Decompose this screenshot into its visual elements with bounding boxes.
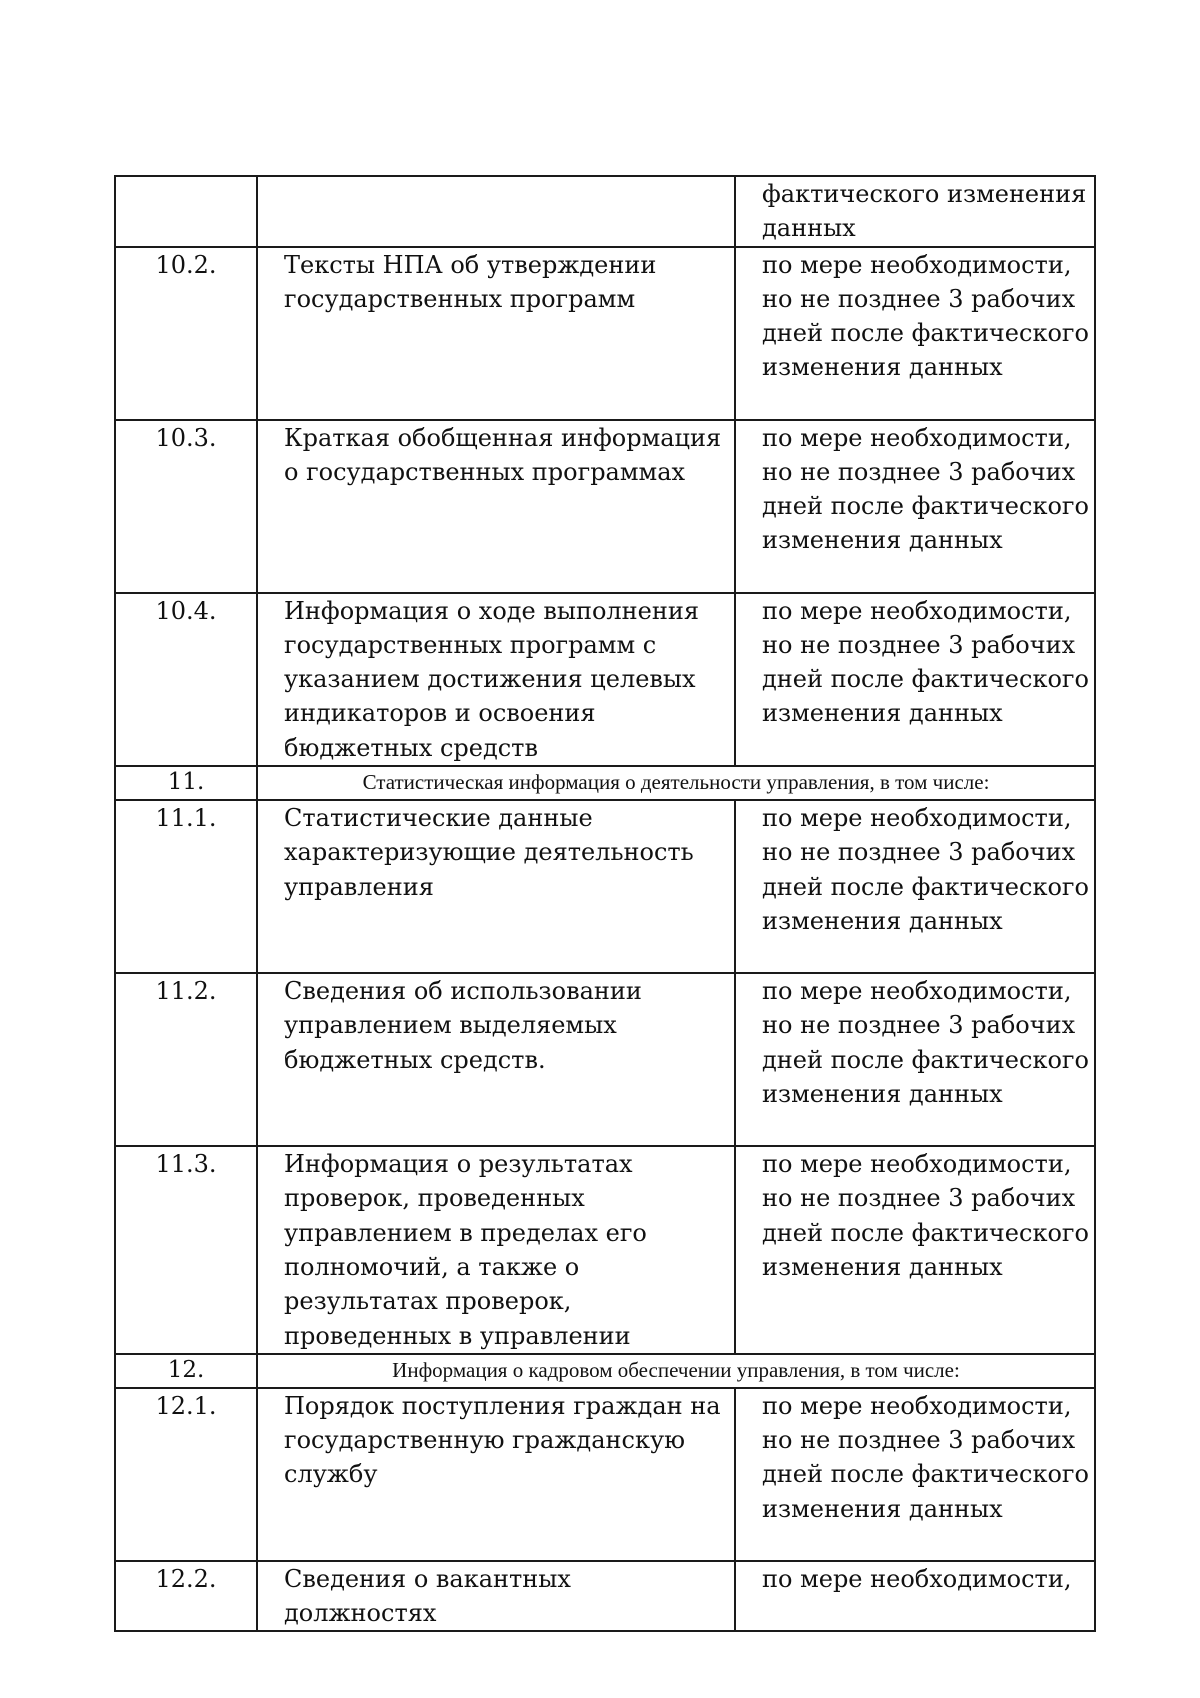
section-number: 11. <box>115 766 257 800</box>
table-row <box>115 1146 1095 1354</box>
row-term: по мере необходимости, но не позднее 3 рабочих дней после фактического изменения данных <box>735 593 1095 766</box>
row-number <box>115 176 257 247</box>
table-row <box>115 800 1095 973</box>
row-number: 11.2. <box>115 973 257 1146</box>
row-term: по мере необходимости, но не позднее 3 рабочих дней после фактического изменения данных <box>735 973 1095 1146</box>
table-row <box>115 1388 1095 1561</box>
row-number: 10.2. <box>115 247 257 420</box>
row-title: Информация о ходе выполнения государственных программ с указанием достижения целевых индикаторов и освоения бюджетных средств <box>257 593 735 766</box>
table-row <box>115 1561 1095 1632</box>
row-term: по мере необходимости, но не позднее 3 рабочих дней после фактического изменения данных <box>735 420 1095 593</box>
table-row <box>115 420 1095 593</box>
row-term: по мере необходимости, но не позднее 3 рабочих дней после фактического изменения данных <box>735 247 1095 420</box>
row-term: по мере необходимости, <box>735 1561 1095 1632</box>
row-number: 10.3. <box>115 420 257 593</box>
section-row <box>115 1354 1095 1388</box>
row-title: Тексты НПА об утверждении государственных программ <box>257 247 735 420</box>
table-row <box>115 176 1095 247</box>
row-title: Статистические данные характеризующие деятельность управления <box>257 800 735 973</box>
row-title: Информация о результатах проверок, проведенных управлением в пределах его полномочий, а также о результатах проверок, проведенных в управлении <box>257 1146 735 1354</box>
row-number: 12.2. <box>115 1561 257 1632</box>
table-row <box>115 973 1095 1146</box>
section-title: Информация о кадровом обеспечении управления, в том числе: <box>257 1354 1095 1388</box>
row-number: 11.3. <box>115 1146 257 1354</box>
row-term: по мере необходимости, но не позднее 3 рабочих дней после фактического изменения данных <box>735 1388 1095 1561</box>
row-number: 12.1. <box>115 1388 257 1561</box>
row-title: Сведения о вакантных должностях <box>257 1561 735 1632</box>
row-number: 10.4. <box>115 593 257 766</box>
row-number: 11.1. <box>115 800 257 973</box>
section-title: Статистическая информация о деятельности управления, в том числе: <box>257 766 1095 800</box>
row-title: Краткая обобщенная информация о государственных программах <box>257 420 735 593</box>
row-title <box>257 176 735 247</box>
row-title: Порядок поступления граждан на государственную гражданскую службу <box>257 1388 735 1561</box>
table-row <box>115 247 1095 420</box>
section-row <box>115 766 1095 800</box>
row-term: по мере необходимости, но не позднее 3 рабочих дней после фактического изменения данных <box>735 1146 1095 1354</box>
row-title: Сведения об использовании управлением выделяемых бюджетных средств. <box>257 973 735 1146</box>
row-term: фактического изменения данных <box>735 176 1095 247</box>
table-row <box>115 593 1095 766</box>
row-term: по мере необходимости, но не позднее 3 рабочих дней после фактического изменения данных <box>735 800 1095 973</box>
section-number: 12. <box>115 1354 257 1388</box>
information-schedule-table <box>114 175 1096 1632</box>
